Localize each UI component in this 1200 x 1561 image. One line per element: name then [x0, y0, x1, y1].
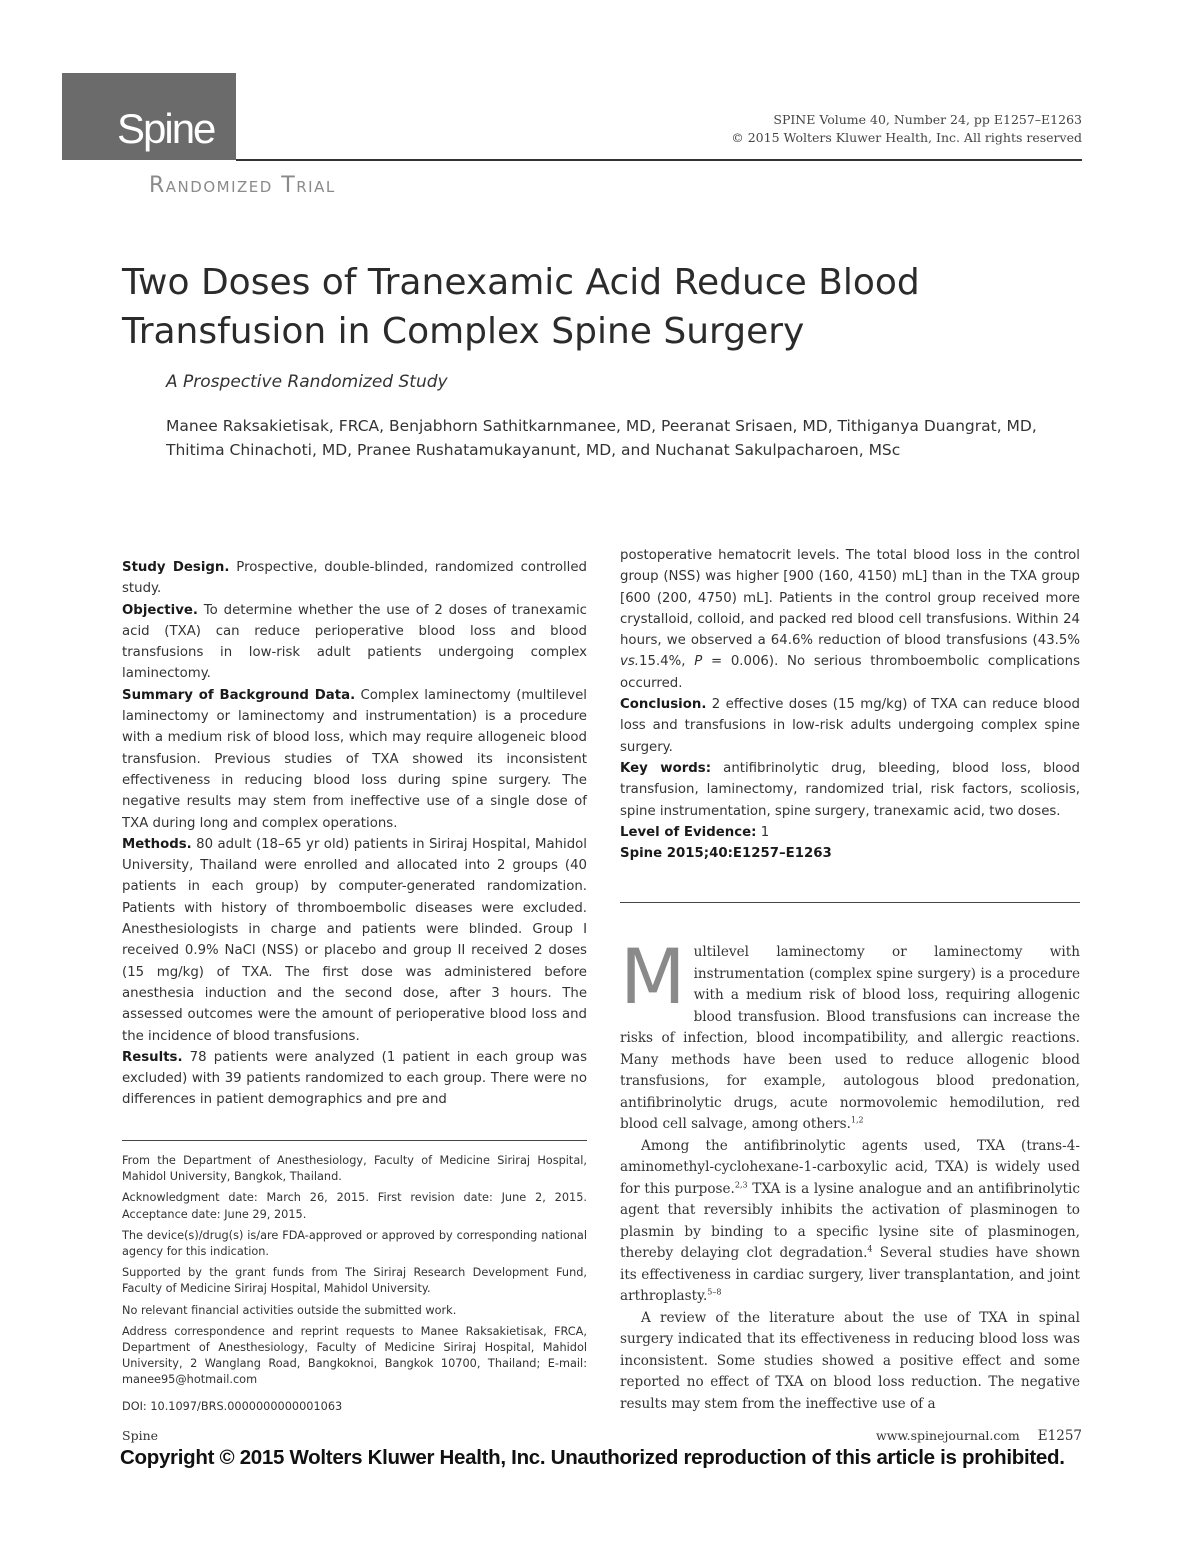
study-design-text: Prospective, double-blinded, randomized controlled study. [122, 560, 587, 597]
methods-text: 80 adult (18–65 yr old) patients in Siriraj Hospital, Mahidol University, Thailand were enrolled and allocated into 2 groups (40 patients in each group) by computer-generated randomization. Patients with history of thromboembolic diseases were excluded. Anesthesiologists in charge and patients were blinded. Group I received 0.9% NaCl (NSS) or placebo and group II received 2 doses (15 mg/kg) of TXA. The first dose was administered before anesthesia induction and the second dose, after 3 hours. The assessed outcomes were the amount of perioperative blood loss and the incidence of blood transfusions. [122, 836, 587, 1044]
footer-right [876, 1428, 1082, 1444]
footer-journal: Spine [122, 1428, 159, 1443]
background-text: Complex laminectomy (multilevel laminectomy or laminectomy and instrumentation) is a procedure with a medium risk of blood loss, which may require allogeneic blood transfusion. Previous studies of TXA showed its inconsistent effectiveness in reducing blood loss during spine surgery. The negative results may stem from ineffective use of a single dose of TXA during long and complex operations. [122, 687, 587, 831]
results-p: P [694, 654, 703, 670]
footer-url[interactable]: www.spinejournal.com [876, 1428, 1020, 1443]
results-vs: vs. [620, 654, 640, 670]
footnote-doi: DOI: 10.1097/BRS.0000000000001063 [122, 1399, 343, 1413]
body-paragraph-1 [620, 932, 1080, 1136]
footnotes [122, 1153, 587, 1420]
journal-rights: © 2015 Wolters Kluwer Health, Inc. All rights reserved [731, 130, 1082, 145]
body-paragraph-2 [620, 1136, 1080, 1308]
journal-volume: SPINE Volume 40, Number 24, pp E1257–E1263 [773, 112, 1082, 127]
header-rule [236, 159, 1082, 161]
results-text-left: 78 patients were analyzed (1 patient in each group was excluded) with 39 patients randomized to each group. There were no differences in patient demographics and pre and [122, 1049, 588, 1108]
footnote-device: The device(s)/drug(s) is/are FDA-approved or approved by corresponding national agency for this indication. [122, 1228, 587, 1259]
journal-info [731, 111, 1082, 147]
body-p2-text-c: Several studies have shown its effectiveness in cardiac surgery, liver transplantation, and joint arthroplasty. [620, 1245, 1080, 1304]
body-p2-text-a: Among the antifibrinolytic agents used, TXA (trans-4-aminomethyl-cyclohexane-1-carboxylic acid, TXA) is widely used for this purpose. [620, 1137, 1080, 1197]
drop-cap: M [620, 932, 686, 1021]
abstract-conclusion [620, 694, 1080, 758]
citation-ref: 5–8 [707, 1287, 722, 1297]
journal-logo: Spine [117, 105, 215, 152]
footnote-funding: Supported by the grant funds from The Siriraj Research Development Fund, Faculty of Medicine Siriraj Hospital, Mahidol University. [122, 1266, 587, 1296]
background-label: Summary of Background Data. [122, 687, 356, 703]
article-subtitle: A Prospective Randomized Study [166, 372, 448, 392]
abstract-left-column [122, 557, 587, 1111]
abstract-right-column [620, 545, 1080, 864]
footnote-dates: Acknowledgment date: March 26, 2015. First revision date: June 2, 2015. Acceptance date: June 29, 2015. [122, 1191, 587, 1221]
results-text-right-b: 15.4%, [639, 654, 695, 670]
abstract-keywords [620, 758, 1080, 822]
footnote-affiliation: From the Department of Anesthesiology, Faculty of Medicine Siriraj Hospital, Mahidol University, Bangkok, Thailand. [122, 1154, 587, 1184]
footnote-disclosure: No relevant financial activities outside the submitted work. [122, 1303, 457, 1317]
methods-label: Methods. [122, 836, 192, 852]
page-number: E1257 [1037, 1428, 1082, 1444]
conclusion-label: Conclusion. [620, 697, 707, 713]
results-text-right-c: = 0.006). No serious thromboembolic complications occurred. [620, 654, 1080, 691]
abstract-divider [620, 902, 1080, 903]
level-value: 1 [760, 824, 770, 840]
body-paragraph-3: A review of the literature about the use of TXA in spinal surgery indicated that its effectiveness in reducing blood loss was inconsistent. Some studies showed a positive effect and some reported no effect of TXA on blood loss reduction. The negative results may stem from the ineffective use of a [620, 1309, 1080, 1412]
abstract-study-design [122, 557, 587, 600]
keywords-text: antifibrinolytic drug, bleeding, blood loss, blood transfusion, laminectomy, randomized trial, risk factors, scoliosis, spine instrumentation, spine surgery, tranexamic acid, two doses. [620, 760, 1080, 819]
level-label: Level of Evidence: [620, 824, 757, 840]
copyright-notice: Copyright © 2015 Wolters Kluwer Health, Inc. Unauthorized reproduction of this article is prohibited. [120, 1446, 1065, 1469]
body-p2-text-b: TXA is a lysine analogue and an antifibrinolytic agent that reversibly inhibits the activation of plasminogen to plasmin by binding to a specific lysine site of plasminogen, thereby delaying clot degradation. [620, 1180, 1080, 1261]
results-label: Results. [122, 1049, 183, 1065]
citation-text: Spine 2015;40:E1257–E1263 [620, 846, 832, 862]
conclusion-text: 2 effective doses (15 mg/kg) of TXA can reduce blood loss and transfusions in low-risk adults undergoing complex spine surgery. [620, 697, 1080, 755]
objective-text: To determine whether the use of 2 doses of tranexamic acid (TXA) can reduce perioperative blood loss and blood transfusions in low-risk adult patients undergoing complex laminectomy. [122, 602, 587, 682]
citation-ref: 2,3 [734, 1179, 748, 1189]
study-design-label: Study Design. [122, 560, 230, 575]
abstract-methods [122, 834, 587, 1047]
abstract-level [620, 822, 1080, 843]
section-label: Randomized Trial [149, 173, 336, 198]
article-body [620, 932, 1080, 1415]
footnote-correspondence: Address correspondence and reprint requests to Manee Raksakietisak, FRCA, Department of Anesthesiology, Faculty of Medicine Siriraj Hospital, Mahidol University, 2 Wanglang Road, Bangkoknoi, Bangkok 10700, Thailand; E-mail: manee95@hotmail.com [122, 1324, 587, 1387]
citation-ref: 1,2 [850, 1115, 864, 1125]
results-text-right: postoperative hematocrit levels. The total blood loss in the control group (NSS) was higher [900 (160, 4150) mL] than in the TXA group [600 (200, 4750) mL]. Patients in the control group received more crystalloid, colloid, and packed red blood cell transfusions. Within 24 hours, we observed a 64.6% reduction of blood transfusions (43.5% [620, 548, 1080, 649]
footnote-divider [122, 1140, 587, 1141]
citation-ref: 4 [867, 1244, 873, 1254]
abstract-objective [122, 600, 587, 685]
article-title: Two Doses of Tranexamic Acid Reduce Blood Transfusion in Complex Spine Surgery [122, 262, 920, 352]
author-list: Manee Raksakietisak, FRCA, Benjabhorn Sathitkarnmanee, MD, Peeranat Srisaen, MD, Tithiganya Duangrat, MD, Thitima Chinachoti, MD, Pranee Rushatamukayanunt, MD, and Nuchanat Sakulpacharoen, MSc [166, 417, 1037, 459]
keywords-label: Key words: [620, 760, 712, 776]
abstract-results-continued [620, 545, 1080, 694]
abstract-citation [620, 843, 1080, 864]
objective-label: Objective. [122, 602, 198, 618]
abstract-background [122, 685, 587, 834]
abstract-results [122, 1047, 587, 1111]
body-p1-text: ultilevel laminectomy or laminectomy with instrumentation (complex spine surgery) is a procedure with a medium risk of blood loss, requiring allogenic blood transfusion. Blood transfusions can increase the risks of infection, blood incompatibility, and allergic reactions. Many methods have been used to reduce allogenic blood transfusions, for example, autologous blood predonation, antifibrinolytic drugs, acute normovolemic hemodilution, red blood cell salvage, among others. [620, 944, 1080, 1132]
